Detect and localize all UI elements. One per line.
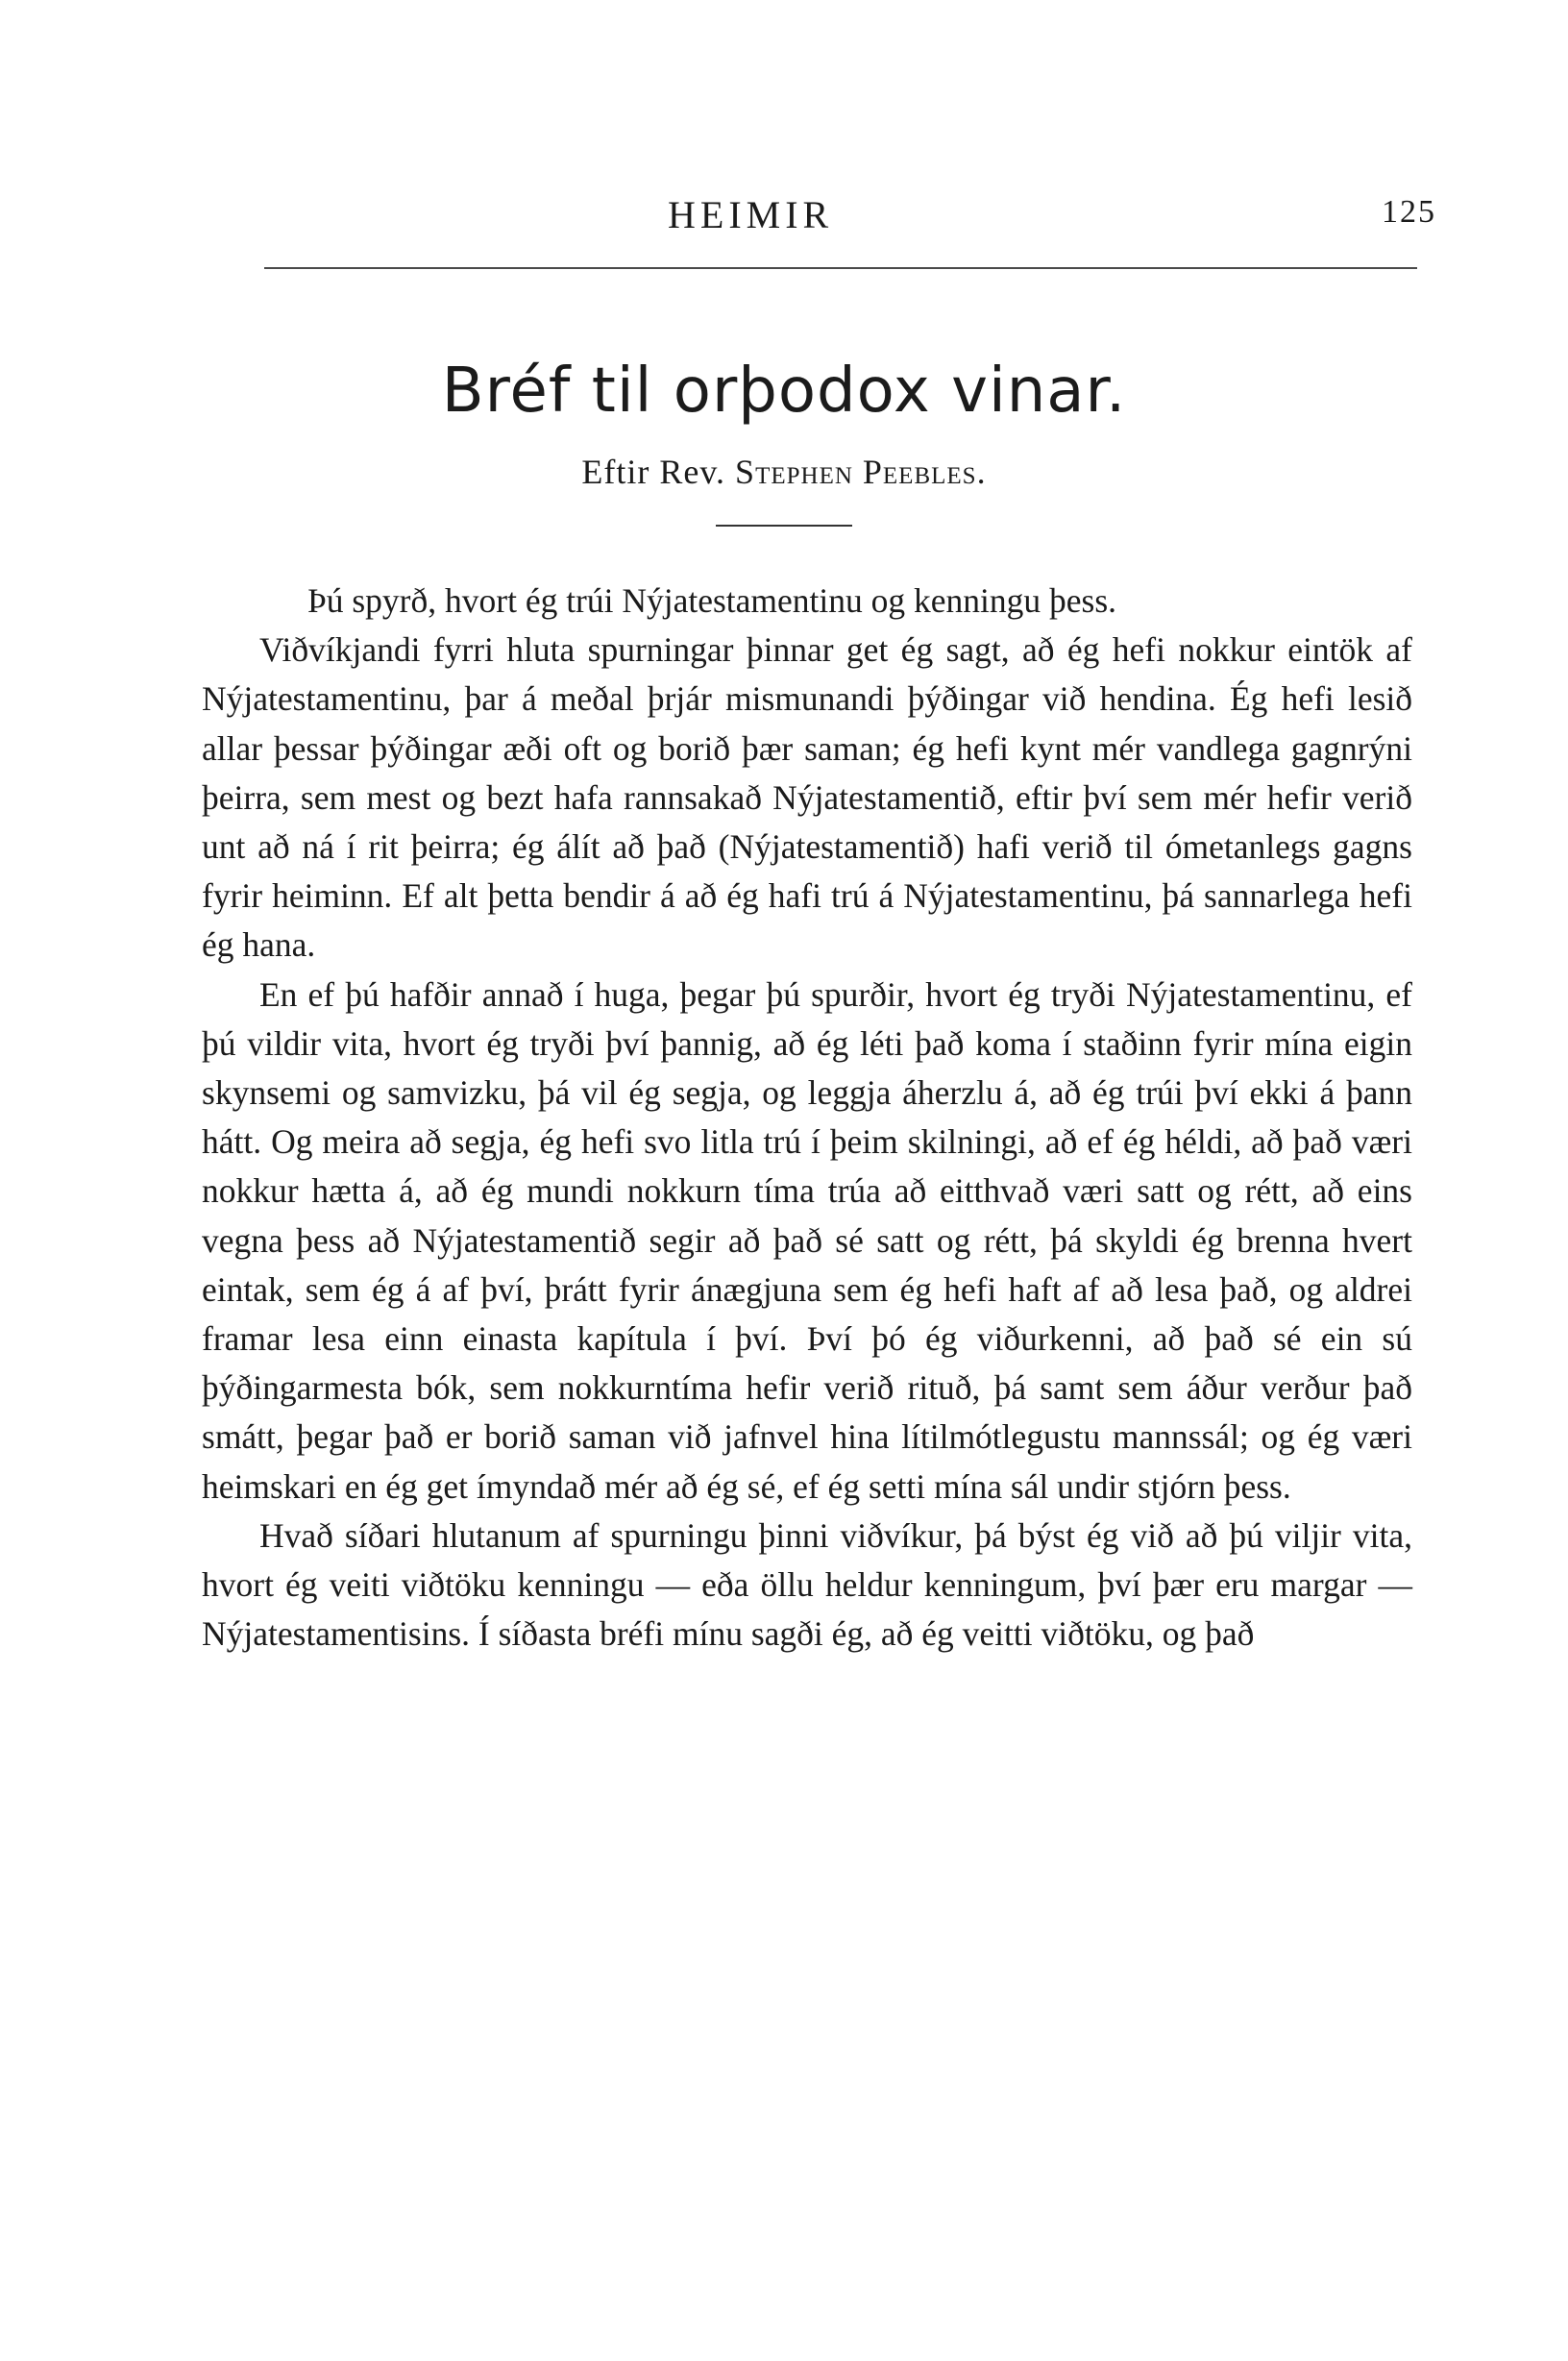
body-text xyxy=(202,577,1412,1659)
paragraph: Þú spyrð, hvort ég trúi Nýjatestamentinu og kenningu þess. xyxy=(307,581,1117,620)
title-divider xyxy=(716,525,852,527)
running-head xyxy=(207,192,1436,250)
paragraph: Viðvíkjandi fyrri hluta spurningar þinnar get ég sagt, að ég hefi nokkur eintök af Nýjatestamentinu, þar á meðal þrjár mismunandi þýðingar við hendina. Ég hefi lesið allar þessar þýðingar æði oft og borið þær saman; ég hefi kynt mér vandlega gagnrýni þeirra, sem mest og bezt hafa rannsakað Nýjatestamentið, eftir því sem mér hefir verið unt að ná í rit þeirra; ég álít að það (Nýjatestamentið) hafi verið til ómetanlegs gagns fyrir heiminn. Ef alt þetta bendir á að ég hafi trú á Nýjatestamentinu, þá sannarlega hefi ég hana. xyxy=(202,630,1412,965)
byline-prefix: Eftir Rev. xyxy=(581,453,736,491)
page-number: 125 xyxy=(1382,194,1436,230)
article-title: Bréf til orþodox vinar. xyxy=(441,356,1127,427)
running-title: HEIMIR xyxy=(668,193,834,236)
byline xyxy=(0,452,1568,492)
paragraph: Hvað síðari hlutanum af spurningu þinni viðvíkur, þá býst ég við að þú viljir vita, hvort ég veiti viðtöku kenningu — eða öllu heldur kenningum, því þær eru margar — Nýjatestamentisins. Í síðasta bréfi mínu sagði ég, að ég veitti viðtöku, og það xyxy=(202,1515,1412,1654)
header-divider xyxy=(264,267,1417,269)
byline-author: Stephen Peebles. xyxy=(735,453,987,491)
paragraph: En ef þú hafðir annað í huga, þegar þú spurðir, hvort ég tryði Nýjatestamentinu, ef þú vildir vita, hvort ég tryði því þannig, að ég léti það koma í staðinn fyrir mína eigin skynsemi og samvizku, þá vil ég segja, og leggja áherzlu á, að ég trúi því ekki á þann hátt. Og meira að segja, ég hefi svo litla trú í þeim skilningi, að ef ég héldi, að það væri nokkur hætta á, að ég mundi nokkurn tíma trúa að eitthvað væri satt og rétt, að eins vegna þess að Nýjatestamentið segir að það sé satt og rétt, þá skyldi ég brenna hvert eintak, sem ég á af því, þrátt fyrir ánægjuna sem ég hefi haft af að lesa það, og aldrei framar lesa einn einasta kapítula í því. Því þó ég viðurkenni, að það sé ein sú þýðingarmesta bók, sem nokkurntíma hefir verið rituð, þá samt sem áður verður það smátt, þegar það er borið saman við jafnvel hina lítilmótlegustu mannssál; og ég væri heimskari en ég get ímyndað mér að ég sé, ef ég setti mína sál undir stjórn þess. xyxy=(202,974,1412,1506)
